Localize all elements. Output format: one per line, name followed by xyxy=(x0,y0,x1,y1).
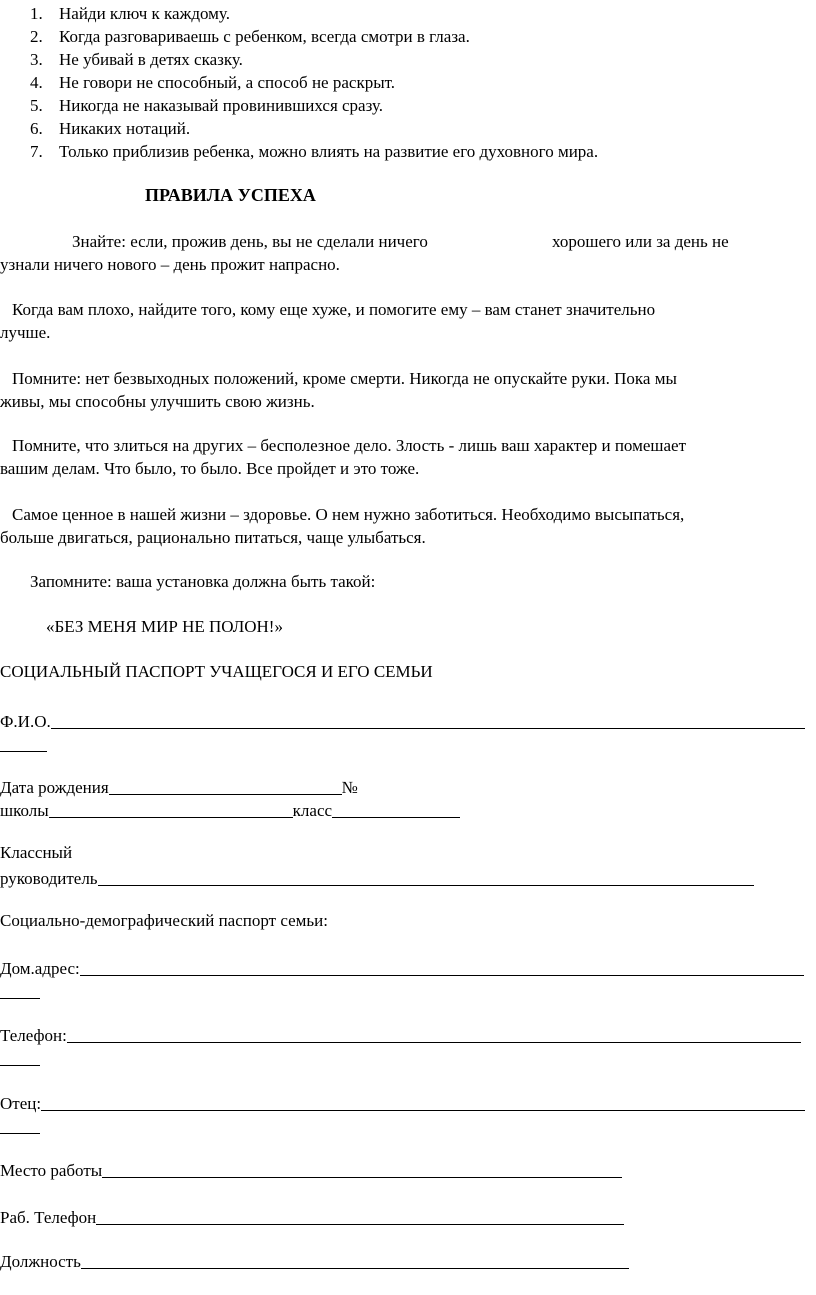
position-input-line[interactable] xyxy=(81,1250,629,1269)
paragraph-text: Помните, что злиться на других – бесполезное дело. Злость - лишь ваш характер и помешает xyxy=(12,436,687,455)
teacher-field xyxy=(0,865,754,890)
father-input-line[interactable] xyxy=(41,1092,805,1111)
phone-input-line-continued[interactable] xyxy=(0,1047,40,1066)
birth-date-input-line[interactable] xyxy=(109,776,342,795)
demographic-label: Социально-демографический паспорт семьи: xyxy=(0,911,328,930)
address-field xyxy=(0,955,804,980)
father-input-line-continued[interactable] xyxy=(0,1115,40,1134)
workplace-label: Место работы xyxy=(0,1161,103,1180)
list-item-text: Никаких нотаций. xyxy=(59,119,191,138)
motto: «БЕЗ МЕНЯ МИР НЕ ПОЛОН!» xyxy=(46,617,283,636)
list-item-number: 3. xyxy=(30,50,43,69)
paragraph-text: лучше. xyxy=(0,323,51,342)
list-item-number: 2. xyxy=(30,27,43,46)
address-label: Дом.адрес: xyxy=(0,959,80,978)
work-phone-label: Раб. Телефон xyxy=(0,1208,97,1227)
birth-date-field xyxy=(0,774,358,799)
list-item-text: Когда разговариваешь с ребенком, всегда смотри в глаза. xyxy=(59,27,470,46)
address-input-line[interactable] xyxy=(80,957,804,976)
work-phone-field xyxy=(0,1204,624,1229)
paragraph-text: живы, мы способны улучшить свою жизнь. xyxy=(0,392,315,411)
paragraph-text: больше двигаться, рационально питаться, чаще улыбаться. xyxy=(0,528,426,547)
paragraph-text: Знайте: если, прожив день, вы не сделали ничего xyxy=(72,232,428,251)
paragraph-text: Помните: нет безвыходных положений, кроме смерти. Никогда не опускайте руки. Пока мы xyxy=(12,369,677,388)
fio-field xyxy=(0,708,805,733)
father-field xyxy=(0,1090,805,1115)
birth-date-label: Дата рождения xyxy=(0,778,109,797)
list-item-number: 7. xyxy=(30,142,43,161)
class-label: класс xyxy=(292,801,333,820)
workplace-input-line[interactable] xyxy=(102,1159,622,1178)
teacher-input-line[interactable] xyxy=(98,867,754,886)
workplace-field xyxy=(0,1157,622,1182)
paragraph-text: Запомните: ваша установка должна быть такой: xyxy=(30,572,376,591)
school-input-line[interactable] xyxy=(49,799,293,818)
paragraph-text: Когда вам плохо, найдите того, кому еще хуже, и помогите ему – вам станет значительно xyxy=(12,300,656,319)
list-item-text: Только приблизив ребенка, можно влиять на развитие его духовного мира. xyxy=(59,142,599,161)
teacher-label-line-1: Классный xyxy=(0,843,73,862)
success-heading: ПРАВИЛА УСПЕХА xyxy=(145,185,316,205)
list-item-number: 5. xyxy=(30,96,43,115)
work-phone-input-line[interactable] xyxy=(96,1206,624,1225)
phone-label: Телефон: xyxy=(0,1026,67,1045)
number-sign: № xyxy=(341,778,358,797)
passport-title: СОЦИАЛЬНЫЙ ПАСПОРТ УЧАЩЕГОСЯ И ЕГО СЕМЬИ xyxy=(0,662,433,681)
phone-field xyxy=(0,1022,801,1047)
fio-input-line[interactable] xyxy=(51,710,805,729)
class-input-line[interactable] xyxy=(332,799,460,818)
address-input-line-continued[interactable] xyxy=(0,980,40,999)
address-field-continuation xyxy=(0,978,40,1003)
school-label: школы xyxy=(0,801,49,820)
paragraph-text: Самое ценное в нашей жизни – здоровье. О нем нужно заботиться. Необходимо высыпаться, xyxy=(12,505,685,524)
paragraph-text: вашим делам. Что было, то было. Все пройдет и это тоже. xyxy=(0,459,420,478)
position-field xyxy=(0,1248,629,1273)
fio-input-line-continued[interactable] xyxy=(0,733,47,752)
school-field xyxy=(0,797,460,822)
list-item-text: Найди ключ к каждому. xyxy=(59,4,230,23)
list-item-number: 1. xyxy=(30,4,43,23)
paragraph-text: хорошего или за день не xyxy=(552,232,729,251)
fio-label: Ф.И.О. xyxy=(0,712,51,731)
position-label: Должность xyxy=(0,1252,81,1271)
list-item-number: 4. xyxy=(30,73,43,92)
list-item-text: Не говори не способный, а способ не раскрыт. xyxy=(59,73,396,92)
teacher-label: руководитель xyxy=(0,869,98,888)
phone-field-continuation xyxy=(0,1045,40,1070)
father-label: Отец: xyxy=(0,1094,42,1113)
father-field-continuation xyxy=(0,1113,40,1138)
paragraph-text: узнали ничего нового – день прожит напрасно. xyxy=(0,255,340,274)
phone-input-line[interactable] xyxy=(67,1024,801,1043)
list-item-text: Никогда не наказывай провинившихся сразу. xyxy=(59,96,384,115)
fio-field-continuation xyxy=(0,731,47,756)
list-item-number: 6. xyxy=(30,119,43,138)
list-item-text: Не убивай в детях сказку. xyxy=(59,50,243,69)
